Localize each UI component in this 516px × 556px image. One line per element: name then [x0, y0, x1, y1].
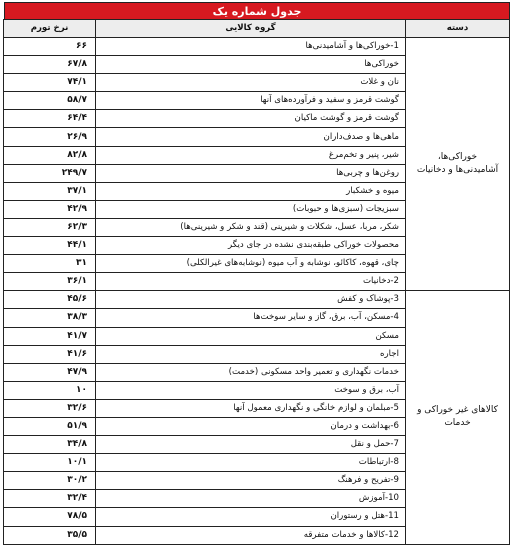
item-cell: گوشت قرمز و سفید و فرآورده‌های آنها — [96, 92, 406, 110]
rate-cell: ۶۲/۳ — [4, 218, 96, 236]
item-cell: 4-مسکن، آب، برق، گاز و سایر سوخت‌ها — [96, 309, 406, 327]
rate-cell: ۴۴/۱ — [4, 237, 96, 255]
rate-cell: ۷۴/۱ — [4, 74, 96, 92]
item-cell: اجاره — [96, 345, 406, 363]
rate-cell: ۴۲/۹ — [4, 200, 96, 218]
rate-cell: ۶۴/۴ — [4, 110, 96, 128]
rate-cell: ۸۲/۸ — [4, 146, 96, 164]
rate-cell: ۳۲/۶ — [4, 399, 96, 417]
item-cell: میوه و خشکبار — [96, 182, 406, 200]
header-row — [4, 20, 510, 38]
item-cell: خوراکی‌ها — [96, 56, 406, 74]
table-body — [4, 38, 510, 545]
item-cell: شکر، مربا، عسل، شکلات و شیرینی (قند و شکر و شیرینی‌ها) — [96, 218, 406, 236]
item-cell: چای، قهوه، کاکائو، نوشابه و آب میوه (نوشابه‌های غیرالکلی) — [96, 255, 406, 273]
item-cell: 6-بهداشت و درمان — [96, 417, 406, 435]
item-cell: شیر، پنیر و تخم‌مرغ — [96, 146, 406, 164]
rate-cell: ۴۵/۶ — [4, 291, 96, 309]
rate-cell: ۳۱ — [4, 255, 96, 273]
item-cell: 8-ارتباطات — [96, 454, 406, 472]
item-cell: خدمات نگهداری و تعمیر واحد مسکونی (خدمت) — [96, 363, 406, 381]
rate-cell: ۳۴/۸ — [4, 436, 96, 454]
rate-cell: ۳۲/۴ — [4, 490, 96, 508]
rate-cell: ۳۸/۳ — [4, 309, 96, 327]
header-item: گروه کالایی — [96, 20, 406, 38]
rate-cell: ۶۷/۸ — [4, 56, 96, 74]
rate-cell: ۳۵/۵ — [4, 526, 96, 544]
table-row — [4, 38, 510, 56]
rate-cell: ۱۰/۱ — [4, 454, 96, 472]
table-row — [4, 291, 510, 309]
rate-cell: ۳۰/۲ — [4, 472, 96, 490]
item-cell: محصولات خوراکی طبقه‌بندی نشده در جای دیگر — [96, 237, 406, 255]
rate-cell: ۲۶/۹ — [4, 128, 96, 146]
inflation-table — [3, 19, 510, 545]
item-cell: آب، برق و سوخت — [96, 381, 406, 399]
category-cell: کالاهای غیر خوراکی و خدمات — [406, 291, 510, 544]
item-cell: 11-هتل و رستوران — [96, 508, 406, 526]
header-category: دسته — [406, 20, 510, 38]
inflation-table-container — [4, 2, 510, 545]
item-cell: 10-آموزش — [96, 490, 406, 508]
table-title: جدول شماره یک — [4, 2, 510, 19]
item-cell: سبزیجات (سبزی‌ها و حبوبات) — [96, 200, 406, 218]
item-cell: 3-پوشاک و کفش — [96, 291, 406, 309]
rate-cell: ۴۱/۷ — [4, 327, 96, 345]
rate-cell: ۱۰ — [4, 381, 96, 399]
item-cell: مسکن — [96, 327, 406, 345]
rate-cell: ۵۱/۹ — [4, 417, 96, 435]
item-cell: 12-کالاها و خدمات متفرقه — [96, 526, 406, 544]
category-cell: خوراکی‌ها، آشامیدنی‌ها و دخانیات — [406, 38, 510, 291]
rate-cell: ۲۴۹/۷ — [4, 164, 96, 182]
item-cell: 9-تفریح و فرهنگ — [96, 472, 406, 490]
item-cell: نان و غلات — [96, 74, 406, 92]
rate-cell: ۷۸/۵ — [4, 508, 96, 526]
rate-cell: ۴۱/۶ — [4, 345, 96, 363]
rate-cell: ۶۶ — [4, 38, 96, 56]
item-cell: روغن‌ها و چربی‌ها — [96, 164, 406, 182]
item-cell: گوشت قرمز و گوشت ماکیان — [96, 110, 406, 128]
item-cell: ماهی‌ها و صدف‌داران — [96, 128, 406, 146]
item-cell: 2-دخانیات — [96, 273, 406, 291]
rate-cell: ۵۸/۷ — [4, 92, 96, 110]
rate-cell: ۳۶/۱ — [4, 273, 96, 291]
item-cell: 7-حمل و نقل — [96, 436, 406, 454]
rate-cell: ۳۷/۱ — [4, 182, 96, 200]
rate-cell: ۴۷/۹ — [4, 363, 96, 381]
header-rate: نرخ تورم — [4, 20, 96, 38]
item-cell: 5-مبلمان و لوازم خانگی و نگهداری معمول آنها — [96, 399, 406, 417]
item-cell: 1-خوراکی‌ها و آشامیدنی‌ها — [96, 38, 406, 56]
